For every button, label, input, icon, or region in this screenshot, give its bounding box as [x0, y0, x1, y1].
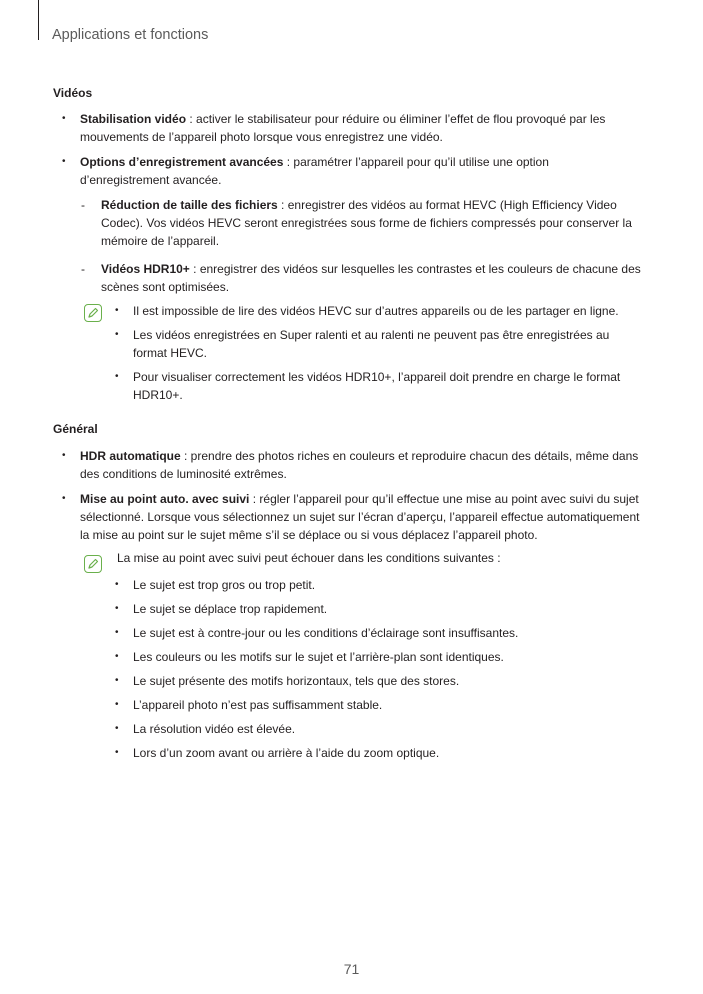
condition-item — [115, 600, 643, 618]
bullet-hdr-auto — [62, 447, 650, 483]
condition-item — [115, 624, 643, 642]
subitem-hdr10 — [81, 260, 646, 296]
page-header-title: Applications et fonctions — [52, 27, 209, 43]
condition-text: Le sujet se déplace trop rapidement. — [133, 602, 328, 616]
condition-text: Lors d’un zoom avant ou arrière à l’aide du zoom optique. — [133, 746, 440, 760]
bullet-label: HDR automatique — [80, 449, 181, 463]
condition-text: Le sujet est à contre-jour ou les conditions d’éclairage sont insuffisantes. — [133, 626, 519, 640]
condition-text: Le sujet présente des motifs horizontaux, tels que des stores. — [133, 674, 460, 688]
page-number: 71 — [343, 961, 360, 977]
bullet-glyph: • — [115, 651, 119, 662]
note-text: Pour visualiser correctement les vidéos HDR10+, l’appareil doit prendre en charge le format HDR10+. — [133, 370, 621, 402]
subitem-label: Réduction de taille des fichiers — [101, 198, 278, 212]
note-item-hdr10-display — [115, 368, 643, 404]
condition-text: La résolution vidéo est élevée. — [133, 722, 296, 736]
bullet-glyph: • — [115, 329, 119, 340]
bullet-glyph: • — [115, 305, 119, 316]
bullet-glyph: • — [115, 699, 119, 710]
bullet-glyph: • — [115, 371, 119, 382]
bullet-glyph: • — [62, 113, 66, 124]
note-pencil-icon — [84, 304, 102, 322]
section-title-videos: Vidéos — [53, 86, 93, 100]
header-rule — [38, 0, 39, 40]
condition-list — [115, 576, 643, 768]
note-text: Les vidéos enregistrées en Super ralenti et au ralenti ne peuvent pas être enregistrées au format HEVC. — [133, 328, 610, 360]
note-pencil-icon — [84, 555, 102, 573]
bullet-glyph: • — [62, 450, 66, 461]
dash-glyph: - — [81, 262, 85, 276]
condition-text: Les couleurs ou les motifs sur le sujet et l’arrière-plan sont identiques. — [133, 650, 504, 664]
bullet-stabilisation — [62, 110, 650, 146]
bullet-text: : paramétrer l’appareil pour qu’il utilise une option d’enregistrement avancée. — [80, 155, 549, 187]
bullet-glyph: • — [62, 493, 66, 504]
subitem-text: : enregistrer des vidéos sur lesquelles les contrastes et les couleurs de chacune des scènes sont optimisées. — [101, 262, 641, 294]
note-item-hevc-share — [115, 302, 648, 320]
subitem-label: Vidéos HDR10+ — [101, 262, 190, 276]
condition-item — [115, 720, 643, 738]
bullet-text: : prendre des photos riches en couleurs et reproduire chacun des détails, même dans des conditions de luminosité extrêmes. — [80, 449, 639, 481]
note-text: Il est impossible de lire des vidéos HEVC sur d’autres appareils ou de les partager en ligne. — [133, 304, 619, 318]
bullet-glyph: • — [115, 627, 119, 638]
bullet-text: : régler l’appareil pour qu’il effectue une mise au point avec suivi du sujet sélectionné. Lorsque vous sélectionnez un sujet sur l’écran d’aperçu, l’appareil effectue automatiquement la mise au point sur le sujet même s’il se déplace ou si vous déplacez l’appareil photo. — [80, 492, 640, 542]
condition-item — [115, 744, 643, 762]
condition-item — [115, 672, 643, 690]
bullet-text: : activer le stabilisateur pour réduire ou éliminer l’effet de flou provoqué par les mouvements de l’appareil photo lorsque vous enregistrez une vidéo. — [80, 112, 606, 144]
condition-text: Le sujet est trop gros ou trop petit. — [133, 578, 316, 592]
bullet-label: Mise au point auto. avec suivi — [80, 492, 250, 506]
condition-text: L’appareil photo n’est pas suffisamment stable. — [133, 698, 383, 712]
section-title-general: Général — [53, 422, 98, 436]
bullet-glyph: • — [115, 579, 119, 590]
subitem-text: : enregistrer des vidéos au format HEVC (High Efficiency Video Codec). Vos vidéos HEVC seront enregistrées sous forme de fichiers compressés pour conserver la mémoire de l’appareil. — [101, 198, 632, 248]
bullet-glyph: • — [115, 603, 119, 614]
condition-item — [115, 696, 643, 714]
bullet-label: Options d’enregistrement avancées — [80, 155, 284, 169]
condition-item — [115, 648, 643, 666]
condition-item — [115, 576, 643, 594]
bullet-glyph: • — [115, 723, 119, 734]
note-item-slowmo — [115, 326, 633, 362]
subitem-reduction — [81, 196, 646, 250]
note-intro: La mise au point avec suivi peut échouer dans les conditions suivantes : — [117, 551, 501, 565]
bullet-label: Stabilisation vidéo — [80, 112, 187, 126]
bullet-glyph: • — [115, 675, 119, 686]
bullet-options — [62, 153, 580, 189]
bullet-glyph: • — [115, 747, 119, 758]
dash-glyph: - — [81, 198, 85, 212]
bullet-glyph: • — [62, 156, 66, 167]
bullet-tracking — [62, 490, 650, 544]
